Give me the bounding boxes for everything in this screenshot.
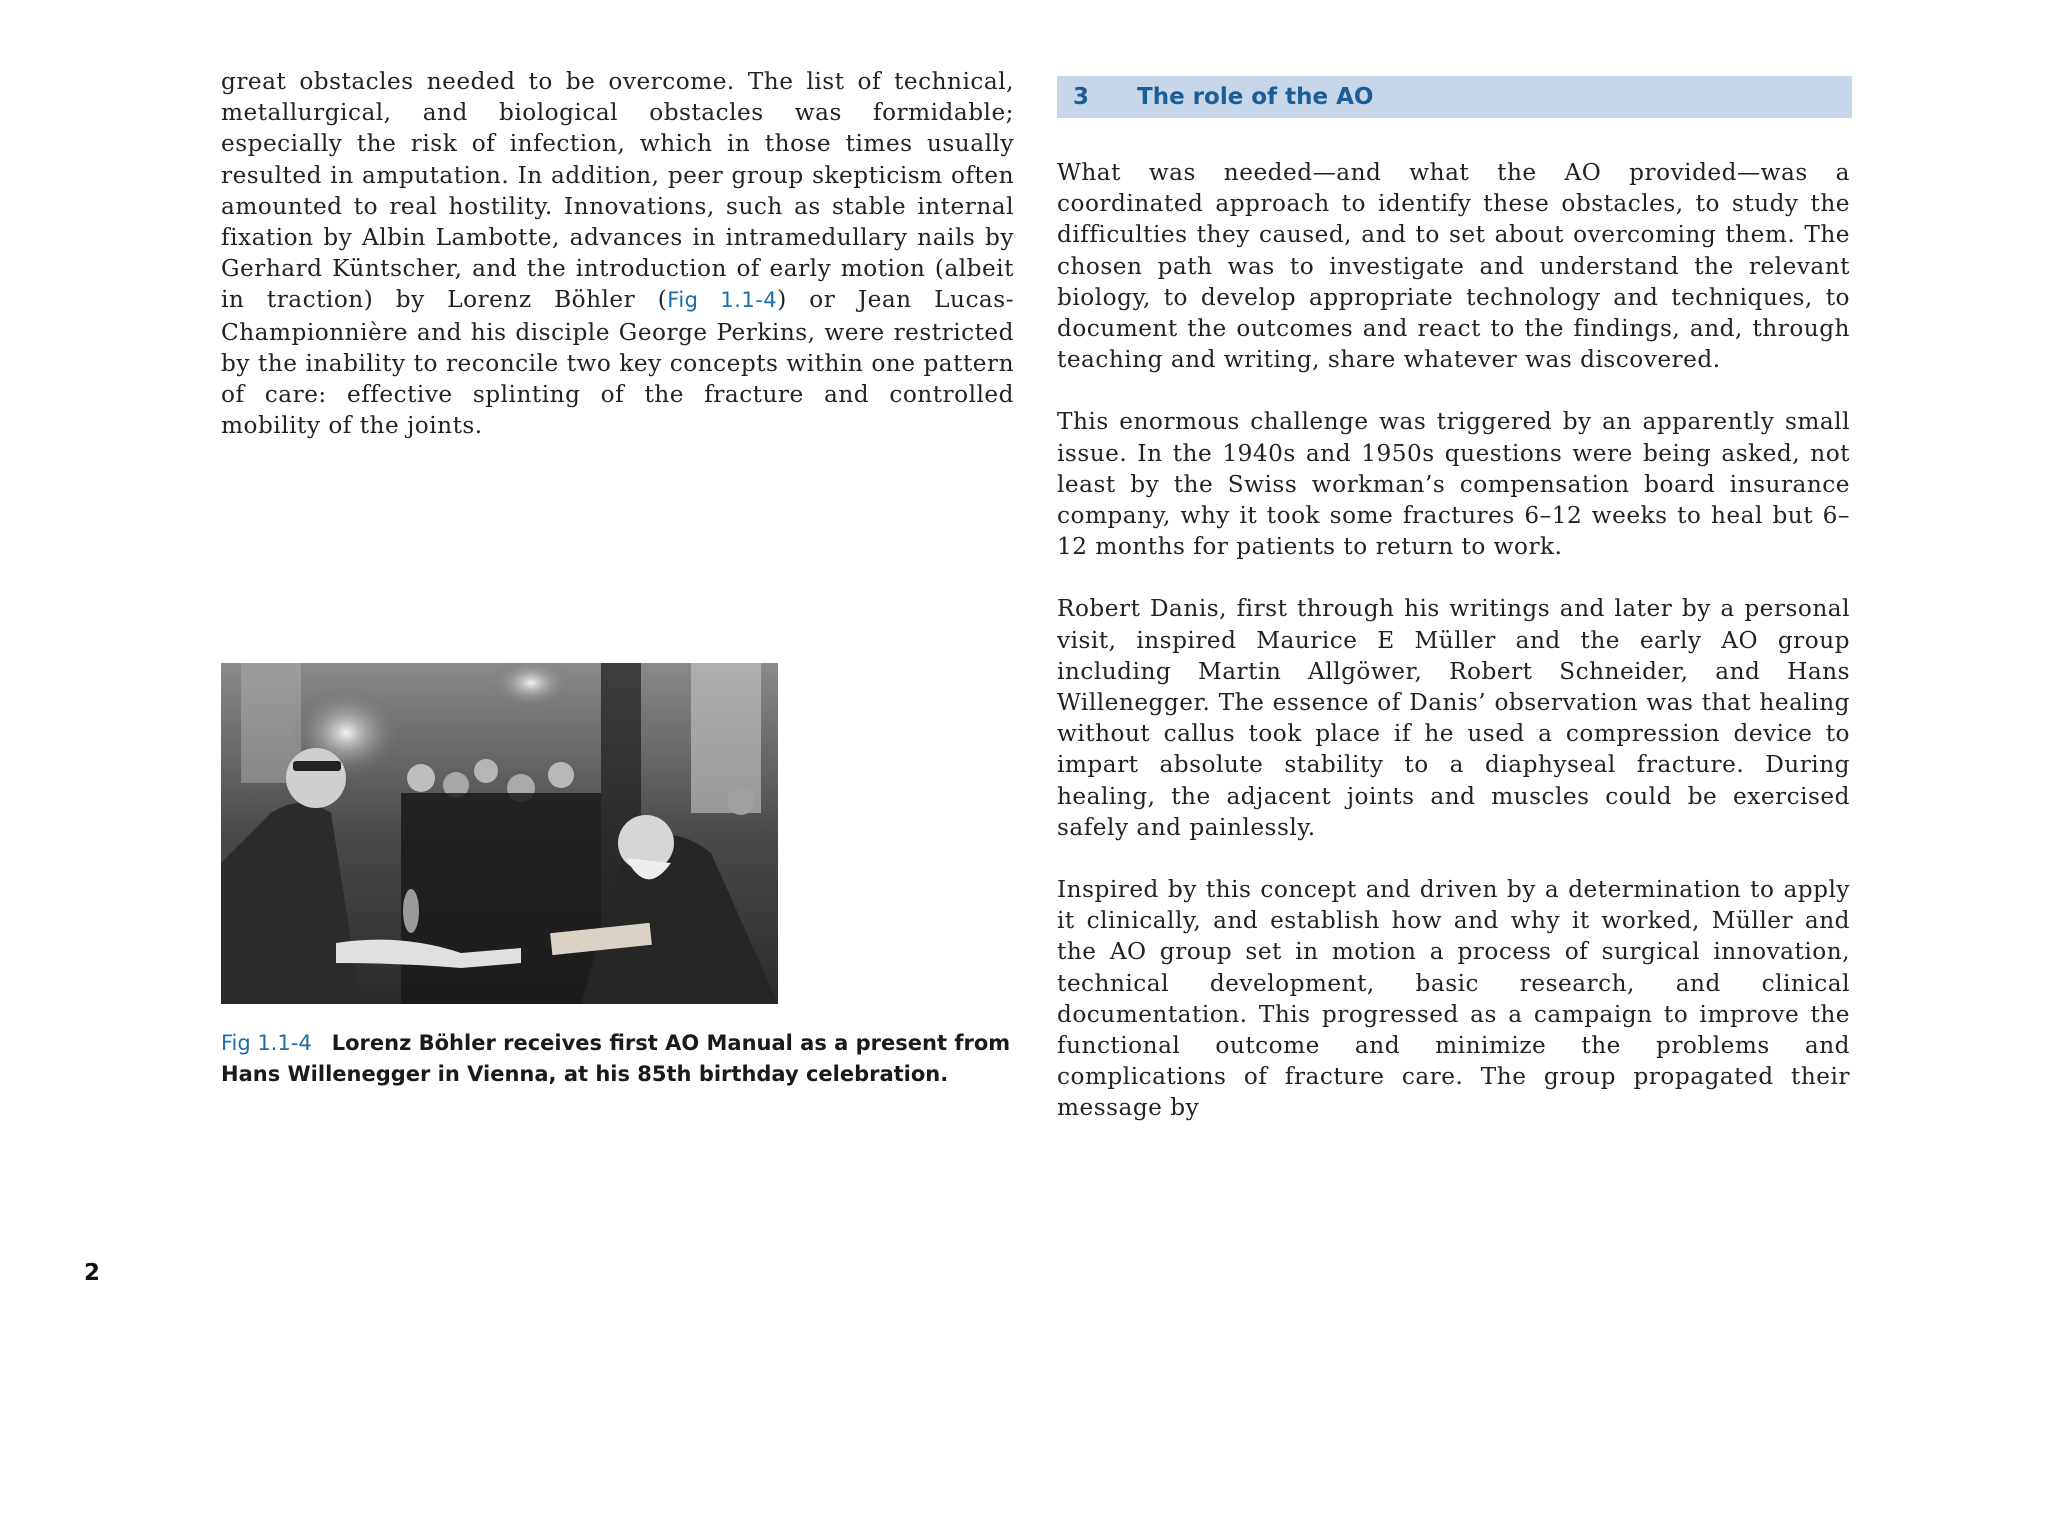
figure-reference-link[interactable]: Fig 1.1-4 [667, 288, 778, 313]
left-text-column [221, 66, 1014, 472]
body-paragraph: What was needed—and what the AO provided—was a coordinated approach to identify these obstacles, to study the difficulties they caused, and to set about overcoming them. The chosen path was to investigate and understand the relevant biology, to develop appropriate technology and techniques, to document the outcomes and react to the findings, and, through teaching and writing, share whatever was discovered. [1057, 159, 1850, 374]
body-paragraph: Inspired by this concept and driven by a determination to apply it clinically, and establish how and why it worked, Müller and the AO group set in motion a process of surgical innovation, technical development, basic research, and clinical documentation. This progressed as a campaign to improve the functional outcome and minimize the problems and complications of fracture care. The group propagated their message by [1057, 876, 1850, 1122]
paragraph-text-after-ref: ) or Jean Lucas-Championnière and his disciple George Perkins, were restricted by the inability to reconcile two key concepts within one pattern of care: effective splinting of the fracture and controlled mobility of the joints. [221, 286, 1014, 440]
body-paragraph: This enormous challenge was triggered by an apparently small issue. In the 1940s and 1950s questions were being asked, not least by the Swiss workman’s compensation board insurance company, why it took some fractures 6–12 weeks to heal but 6–12 months for patients to return to work. [1057, 408, 1850, 561]
right-text-column [1057, 157, 1850, 1155]
figure-photo [221, 663, 778, 1004]
body-paragraph: Robert Danis, first through his writings and later by a personal visit, inspired Maurice E Müller and the early AO group including Martin Allgöwer, Robert Schneider, and Hans Willenegger. The essence of Danis’ observation was that healing without callus took place if he used a compression device to impart absolute stability to a diaphyseal fracture. During healing, the adjacent joints and muscles could be exercised safely and painlessly. [1057, 595, 1850, 841]
section-heading [1057, 76, 1852, 118]
figure-caption-text: Lorenz Böhler receives first AO Manual as a present from Hans Willenegger in Vienna, at his 85th birthday celebration. [221, 1031, 1011, 1086]
paragraph-text-before-ref: great obstacles needed to be overcome. The list of technical, metallurgical, and biological obstacles was formidable; especially the risk of infection, which in those times usually resulted in amputation. In addition, peer group skepticism often amounted to real hostility. Innovations, such as stable internal fixation by Albin Lambotte, advances in intramedullary nails by Gerhard Küntscher, and the introduction of early motion (albeit in traction) by Lorenz Böhler ( [221, 68, 1014, 314]
photo-illustration [221, 663, 778, 1004]
section-number: 3 [1073, 84, 1090, 110]
page-number: 2 [84, 1260, 101, 1286]
section-title: The role of the AO [1137, 84, 1374, 110]
body-paragraph [221, 66, 1014, 441]
figure-caption [221, 1028, 1021, 1090]
figure-label: Fig 1.1-4 [221, 1031, 312, 1055]
